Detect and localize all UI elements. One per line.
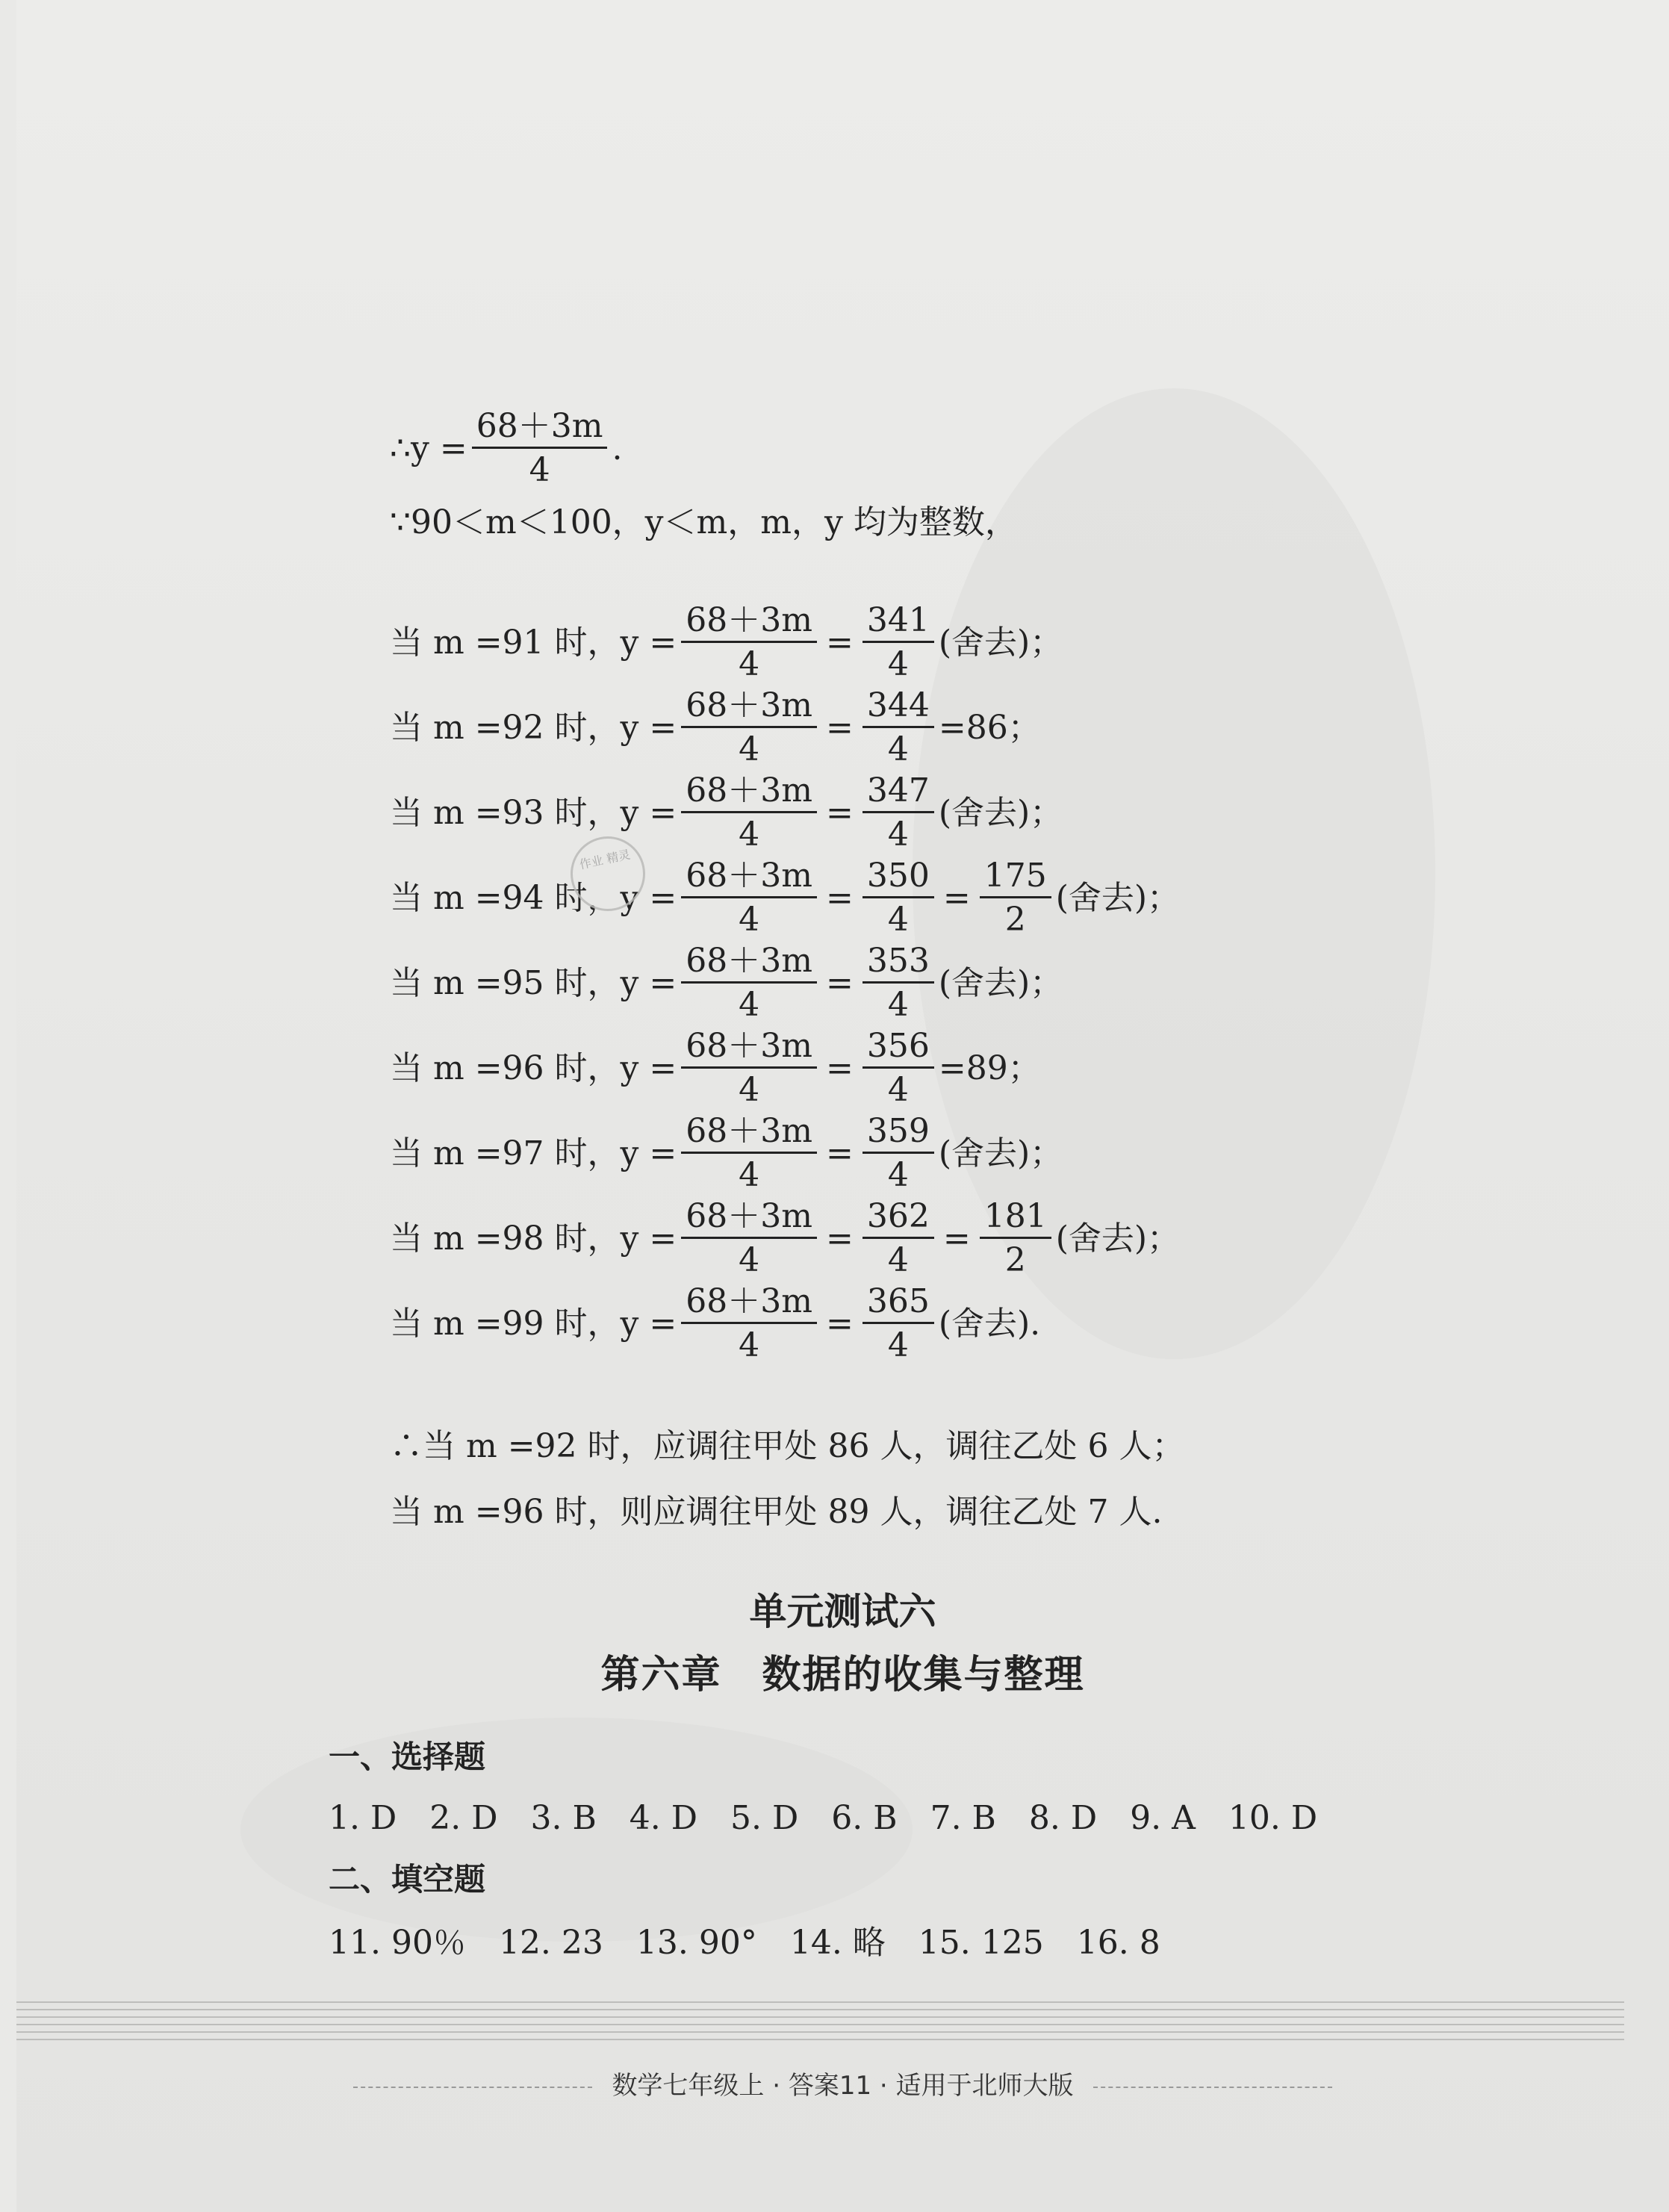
fraction [863, 859, 934, 937]
denominator: 4 [739, 1326, 760, 1365]
denominator: 4 [739, 1241, 760, 1280]
numerator: 365 [863, 1284, 934, 1324]
fill-answers: 11. 90％ 12. 23 13. 90° 14. 略 15. 125 16. 8 [329, 1924, 1160, 1962]
numerator: 341 [863, 603, 934, 643]
denominator: 2 [1004, 1241, 1026, 1280]
denominator: 2 [1004, 901, 1026, 939]
line-1 [390, 409, 622, 488]
fraction [863, 942, 934, 1025]
text-post: =89； [938, 1048, 1041, 1087]
fraction [681, 771, 817, 854]
denominator: 4 [887, 815, 909, 854]
equals-sign: = [825, 793, 854, 832]
calc-line [390, 1199, 1180, 1278]
denominator: 4 [739, 730, 760, 769]
choice-answers: 1. D 2. D 3. B 4. D 5. D 6. B 7. B 8. D 9. A 10. D [329, 1799, 1318, 1837]
text-post: (舍去)； [938, 963, 1063, 1002]
numerator: 350 [863, 859, 934, 898]
fraction [863, 771, 934, 854]
calc-line [390, 771, 1063, 854]
fraction [863, 1284, 934, 1363]
footer-dash-right [1093, 2087, 1332, 2088]
text-pre: 当 m =92 时，y = [390, 708, 677, 747]
equals-sign: = [942, 1219, 971, 1258]
section-fill-title: 二、填空题 [329, 1861, 486, 1898]
text-pre: 当 m =96 时，y = [390, 1048, 677, 1087]
numerator: 356 [863, 1029, 934, 1069]
denominator: 4 [887, 1156, 909, 1195]
denominator: 4 [887, 986, 909, 1025]
text-pre: 当 m =99 时，y = [390, 1304, 677, 1343]
calc-line [390, 1027, 1041, 1110]
fraction [681, 686, 817, 769]
denominator: 4 [887, 901, 909, 939]
calc-line [390, 1284, 1040, 1363]
numerator: 68＋3m [681, 944, 817, 984]
text-pre: 当 m =91 时，y = [390, 623, 677, 662]
text-post: =86； [938, 708, 1041, 747]
text-post: (舍去)； [938, 793, 1063, 832]
text-pre: ∴y = [390, 429, 467, 467]
numerator: 359 [863, 1114, 934, 1154]
text-post: (舍去). [938, 1304, 1041, 1343]
denominator: 4 [887, 1241, 909, 1280]
fraction [681, 942, 817, 1025]
footer-text: 数学七年级上 · 答案11 · 适用于北师大版 [612, 2071, 1074, 2101]
numerator: 181 [980, 1199, 1051, 1239]
calc-line [390, 1114, 1063, 1193]
equals-sign: = [825, 1304, 854, 1343]
text-post: (舍去)； [1055, 878, 1181, 917]
text-post: (舍去)； [1055, 1219, 1181, 1258]
answer-page [16, 0, 1669, 2212]
text-pre: 当 m =93 时，y = [390, 793, 677, 832]
numerator: 68＋3m [681, 1114, 817, 1154]
conclusion-2: 当 m =96 时，则应调往甲处 89 人，调往乙处 7 人. [390, 1493, 1163, 1531]
denominator: 4 [739, 901, 760, 939]
text-pre: 当 m =95 时，y = [390, 963, 677, 1002]
calc-line [390, 603, 1063, 682]
fraction [681, 859, 817, 937]
fraction [863, 1027, 934, 1110]
numerator: 68＋3m [472, 409, 608, 449]
text-post: (舍去)； [938, 623, 1063, 662]
denominator: 4 [739, 1156, 760, 1195]
numerator: 68＋3m [681, 1199, 817, 1239]
denominator: 4 [739, 645, 760, 684]
fraction [980, 1199, 1051, 1278]
fraction [681, 603, 817, 682]
conclusion-1: ∴当 m =92 时，应调往甲处 86 人，调往乙处 6 人； [390, 1427, 1185, 1465]
equals-sign: = [825, 878, 854, 917]
denominator: 4 [887, 645, 909, 684]
denominator: 4 [887, 730, 909, 769]
equals-sign: = [825, 963, 854, 1002]
denominator: 4 [529, 451, 550, 490]
numerator: 344 [863, 689, 934, 728]
equals-sign: = [825, 708, 854, 747]
calc-line [390, 859, 1180, 937]
denominator: 4 [739, 986, 760, 1025]
numerator: 362 [863, 1199, 934, 1239]
fraction [681, 1027, 817, 1110]
calc-line [390, 686, 1041, 769]
unit-title: 单元测试六 [749, 1590, 936, 1633]
stamp-logo: 作业 精灵 [564, 830, 653, 919]
fraction [681, 1114, 817, 1193]
equals-sign: = [825, 623, 854, 662]
equals-sign: = [825, 1134, 854, 1172]
line-2: ∵90＜m＜100，y＜m，m，y 均为整数， [390, 503, 1018, 541]
footer-dash-left [353, 2087, 592, 2088]
numerator: 68＋3m [681, 1284, 817, 1324]
text-pre: 当 m =98 时，y = [390, 1219, 677, 1258]
section-choice-title: 一、选择题 [329, 1739, 486, 1775]
text-post: (舍去)； [938, 1134, 1063, 1172]
denominator: 4 [739, 1071, 760, 1110]
fraction [980, 859, 1051, 937]
numerator: 175 [980, 859, 1051, 898]
numerator: 68＋3m [681, 603, 817, 643]
numerator: 68＋3m [681, 1029, 817, 1069]
fraction [863, 603, 934, 682]
fraction [681, 1284, 817, 1363]
numerator: 68＋3m [681, 689, 817, 728]
text-pre: 当 m =97 时，y = [390, 1134, 677, 1172]
footer [16, 2065, 1669, 2101]
numerator: 68＋3m [681, 774, 817, 813]
fraction [681, 1199, 817, 1278]
calc-line [390, 942, 1063, 1025]
footer-rules [16, 2001, 1669, 2046]
chapter-title: 第六章 数据的收集与整理 [600, 1653, 1085, 1697]
denominator: 4 [887, 1326, 909, 1365]
numerator: 347 [863, 774, 934, 813]
fraction [863, 1114, 934, 1193]
numerator: 353 [863, 944, 934, 984]
text-pre: 当 m =94 时，y = [390, 878, 677, 917]
equals-sign: = [942, 878, 971, 917]
text-post: . [612, 429, 623, 467]
denominator: 4 [887, 1071, 909, 1110]
denominator: 4 [739, 815, 760, 854]
fraction [472, 409, 608, 488]
equals-sign: = [825, 1048, 854, 1087]
equals-sign: = [825, 1219, 854, 1258]
fraction [863, 686, 934, 769]
numerator: 68＋3m [681, 859, 817, 898]
fraction [863, 1199, 934, 1278]
